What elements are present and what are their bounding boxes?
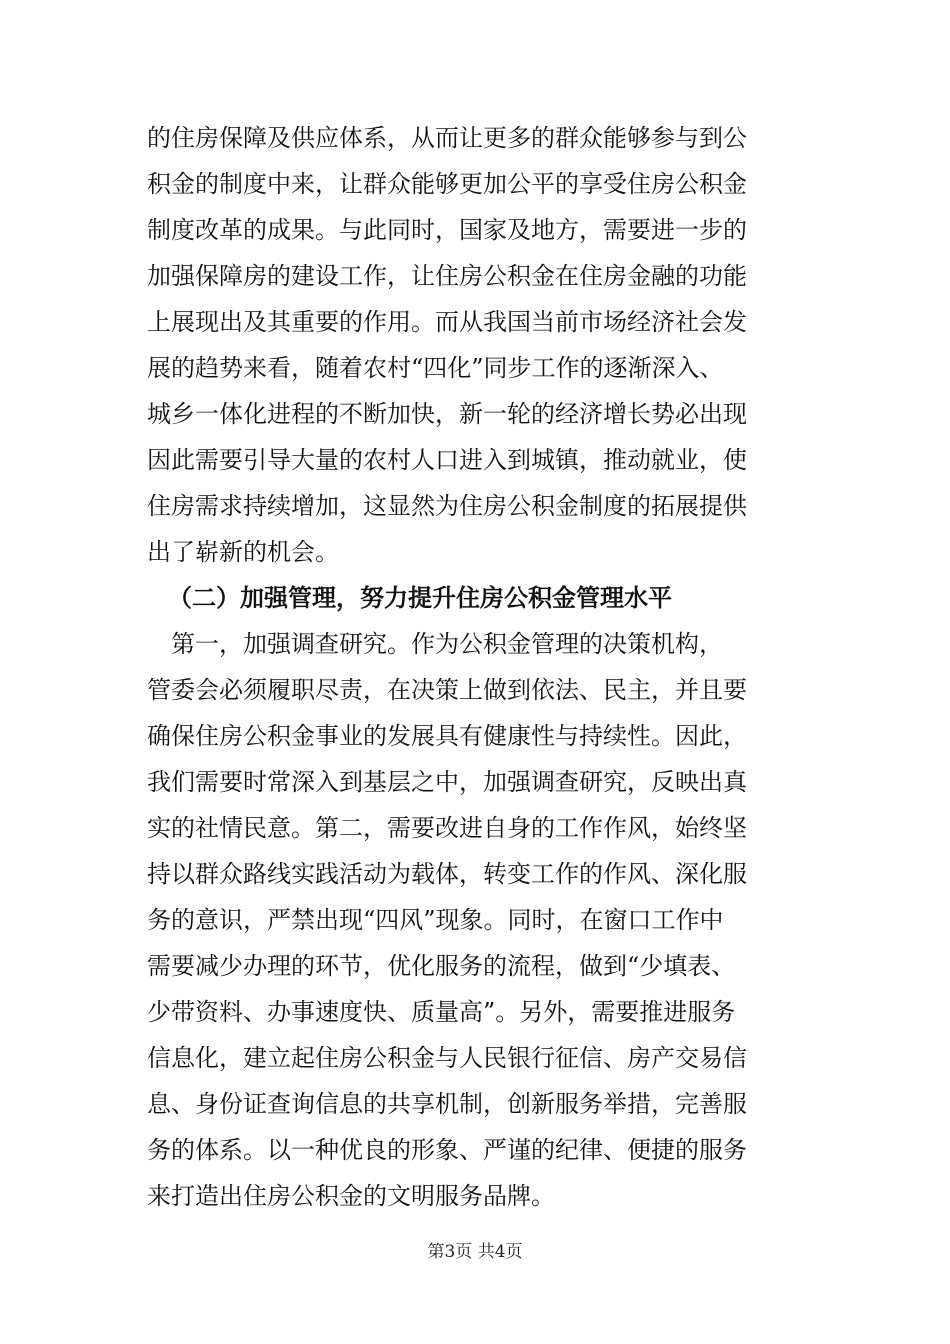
text-line: 管委会必须履职尽责，在决策上做到依法、民主，并且要	[147, 676, 747, 704]
page-number-footer: 第3页 共4页	[427, 1242, 523, 1262]
text-line: 实的社情民意。第二，需要改进自身的工作作风，始终坚	[147, 814, 747, 842]
text-line: 制度改革的成果。与此同时，国家及地方，需要进一步的	[147, 216, 747, 244]
text-line: 少带资料、办事速度快、质量高”。另外，需要推进服务	[147, 998, 736, 1026]
text-line: 展的趋势来看，随着农村“四化”同步工作的逐渐深入、	[147, 354, 724, 382]
text-line: 确保住房公积金事业的发展具有健康性与持续性。因此，	[147, 722, 747, 750]
text-line: 需要减少办理的环节，优化服务的流程，做到“少填表、	[147, 952, 736, 980]
text-line: 信息化，建立起住房公积金与人民银行征信、房产交易信	[147, 1044, 747, 1072]
text-line: 的住房保障及供应体系，从而让更多的群众能够参与到公	[147, 124, 747, 152]
section-heading: （二）加强管理，努力提升住房公积金管理水平	[168, 584, 672, 612]
text-line: 务的体系。以一种优良的形象、严谨的纪律、便捷的服务	[147, 1136, 747, 1164]
text-line: 我们需要时常深入到基层之中，加强调查研究，反映出真	[147, 768, 747, 796]
text-line: 城乡一体化进程的不断加快，新一轮的经济增长势必出现	[147, 400, 747, 428]
text-line: 第一，加强调查研究。作为公积金管理的决策机构，	[147, 630, 723, 658]
text-line: 上展现出及其重要的作用。而从我国当前市场经济社会发	[147, 308, 747, 336]
text-line: 住房需求持续增加，这显然为住房公积金制度的拓展提供	[147, 492, 747, 520]
text-line: 出了崭新的机会。	[147, 538, 339, 566]
text-line: 积金的制度中来，让群众能够更加公平的享受住房公积金	[147, 170, 747, 198]
text-line: 务的意识，严禁出现“四风”现象。同时，在窗口工作中	[147, 906, 724, 934]
text-line: 来打造出住房公积金的文明服务品牌。	[147, 1182, 555, 1210]
text-line: 因此需要引导大量的农村人口进入到城镇，推动就业，使	[147, 446, 747, 474]
text-line: 加强保障房的建设工作，让住房公积金在住房金融的功能	[147, 262, 747, 290]
text-line: 息、身份证查询信息的共享机制，创新服务举措，完善服	[147, 1090, 747, 1118]
text-line: 持以群众路线实践活动为载体，转变工作的作风、深化服	[147, 860, 747, 888]
